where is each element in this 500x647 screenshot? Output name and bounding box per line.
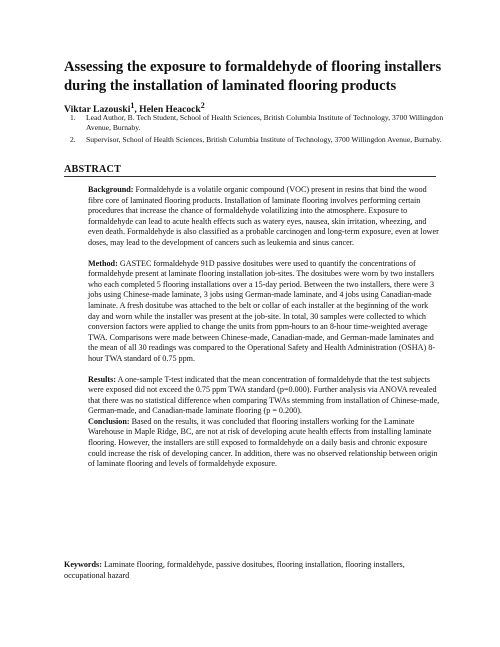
affiliation-number: 2. (70, 135, 76, 144)
abstract-background (88, 185, 440, 249)
affiliation-number: 1. (70, 113, 76, 122)
author-name: Helen Heacock (139, 104, 201, 116)
paragraph-text: GASTEC formaldehyde 91D passive dositubes were used to quantify the concentrations of formaldehyde present at laminate flooring installation job-sites. The dositubes were worn by two installers who each completed 5 flooring installations over a 15-day period. Between the two installers, there were 3 jobs using Chinese-made laminate, 3 jobs using German-made laminate, and 4 jobs using Canadian-made laminate. A fresh dositube was attached to the belt or collar of each installer at the beginning of the work day and worn while the installer was present at the job-site. In total, 30 samples were collected to which conversion factors were applied to change the units from ppm-hours to an 8-hour time-weighted average TWA. Comparisons were made between Chinese-made, Canadian-made, and German-made laminates and the mean of all 30 readings was compared to the Operational Safety and Health Administration (OSHA) 8-hour TWA standard of 0.75 ppm. (88, 258, 436, 363)
abstract-conclusion (88, 417, 440, 470)
section-label: Results: (88, 374, 116, 384)
abstract-body (88, 185, 440, 470)
abstract-heading: ABSTRACT (64, 164, 122, 175)
section-label: Background: (88, 185, 134, 194)
paragraph-text: Formaldehyde is a volatile organic compound (VOC) present in resins that bind the wood fibre core of laminated flooring products. Installation of laminate flooring involves performing certain procedures that increase the chance of formaldehyde volatilizing into the atmosphere. Exposure to formaldehyde can lead to acute health effects such as watery eyes, nausea, skin irritation, wheezing, and even death. Formaldehyde is also classified as a probable carcinogen and long-term exposure, even at lower doses, may lead to the development of cancers such as leukemia and sinus cancer. (88, 185, 439, 247)
keywords-line (64, 560, 440, 581)
section-divider (64, 176, 436, 177)
author-affiliation-mark: 2 (200, 101, 205, 110)
paragraph-text: Based on the results, it was concluded that flooring installers working for the Laminate Warehouse in Maple Ridge, BC, are not at risk of developing acute health effects from installing laminate flooring. However, the installers are still exposed to formaldehyde on a daily basis and chronic exposure could increase the risk of developing cancer. In addition, there was no observed relationship between origin of laminate flooring and levels of formaldehyde exposure. (88, 416, 438, 469)
keywords-text: Laminate flooring, formaldehyde, passive dositubes, flooring installation, flooring installers, occupational hazard (64, 560, 405, 580)
affiliation-item (64, 135, 449, 145)
keywords-label: Keywords: (64, 560, 102, 569)
author-separator: , (134, 104, 140, 116)
author-name: Viktar Lazouski (64, 104, 131, 116)
affiliation-list (64, 113, 449, 147)
paper-title: Assessing the exposure to formaldehyde of flooring installers during the installation of laminated flooring products (64, 59, 442, 94)
affiliation-text: Lead Author, B. Tech Student, School of Health Sciences, British Columbia Institute of Technology, 3700 Willingdon Avenue, Burnaby. (86, 113, 444, 132)
author-affiliation-mark: 1 (130, 101, 135, 110)
abstract-method (88, 259, 440, 365)
affiliation-item (64, 113, 449, 133)
paragraph-text: A one-sample T-test indicated that the mean concentration of formaldehyde that the test subjects were exposed did not exceed the 0.75 ppm TWA standard (p=0.000). Further analysis via ANOVA revealed that there was no statistical difference when comparing TWAs stemming from installation of Chinese-made, German-made, and Canadian-made laminate flooring (p = 0.200). (88, 374, 440, 416)
abstract-results (88, 375, 440, 417)
section-label: Conclusion: (88, 416, 130, 426)
affiliation-text: Supervisor, School of Health Sciences, British Columbia Institute of Technology, 3700 Willingdon Avenue, Burnaby. (86, 135, 442, 144)
section-label: Method: (88, 258, 118, 268)
